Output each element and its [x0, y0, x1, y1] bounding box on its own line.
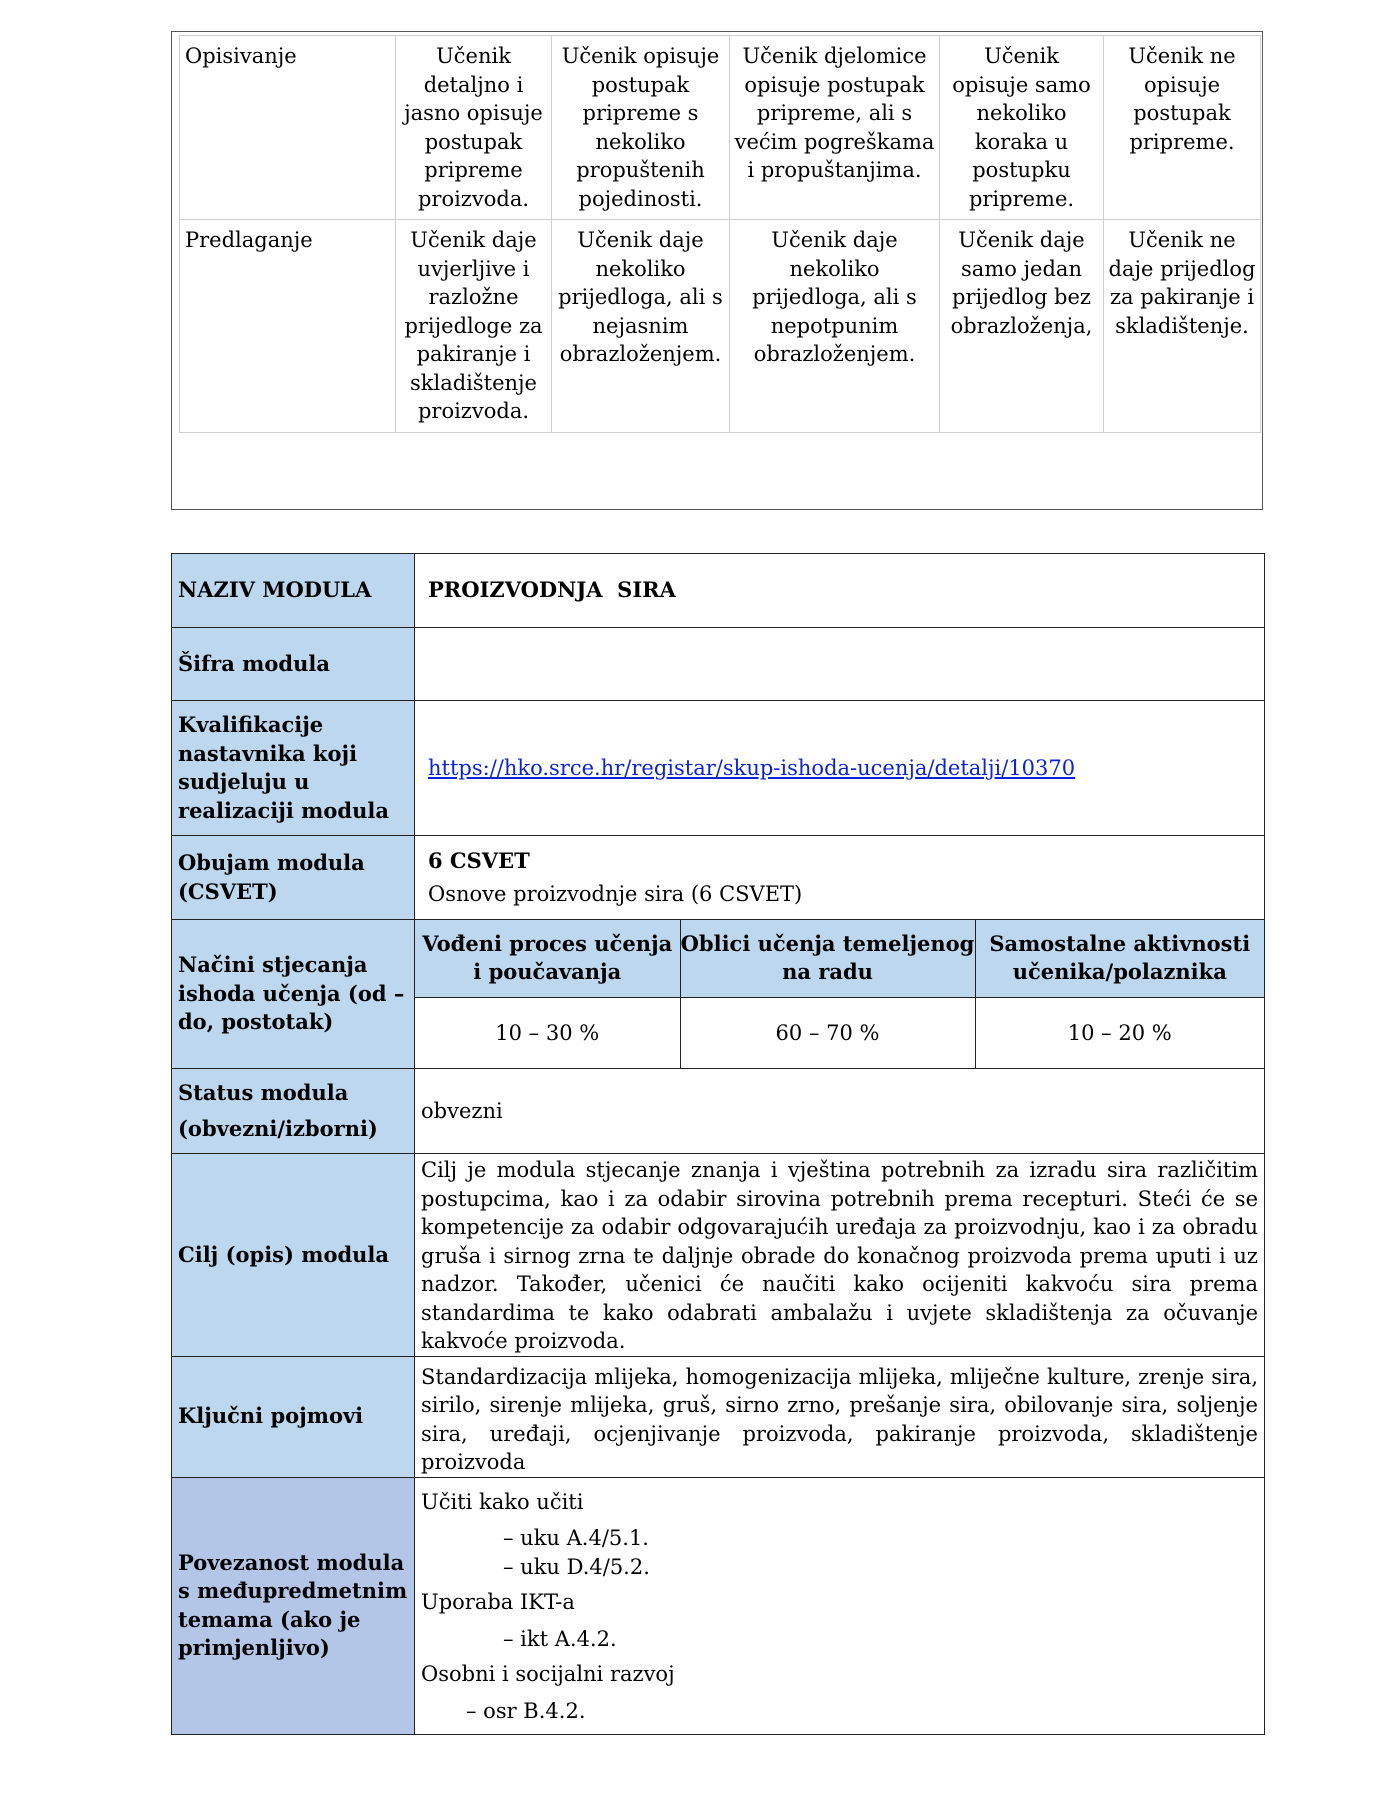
module-code-row	[172, 628, 1265, 701]
module-scope-detail: Osnove proizvodnje sira (6 CSVET)	[428, 882, 803, 906]
module-keywords-row	[172, 1356, 1265, 1477]
module-keywords-label: Ključni pojmovi	[172, 1356, 415, 1477]
rubric-cell: Učenik detaljno i jasno opisuje postupak pripreme proizvoda.	[396, 36, 552, 220]
rubric-row-label: Opisivanje	[180, 36, 396, 220]
links-item: – ikt A.4.2.	[503, 1626, 617, 1651]
rubric-table	[179, 35, 1261, 433]
links-group-title: Učiti kako učiti	[421, 1489, 584, 1514]
module-methods-cell	[415, 920, 1265, 1069]
module-methods-row	[172, 920, 1265, 1069]
module-status-label: Status modula (obvezni/izborni)	[172, 1069, 415, 1154]
rubric-row-opisivanje	[180, 36, 1261, 220]
rubric-cell: Učenik daje uvjerljive i razložne prijedloge za pakiranje i skladištenje proizvoda.	[396, 220, 552, 433]
rubric-row-predlaganje	[180, 220, 1261, 433]
module-goal-row	[172, 1154, 1265, 1357]
methods-subtable	[415, 920, 1264, 1068]
module-status-row	[172, 1069, 1265, 1154]
methods-value: 60 – 70 %	[680, 997, 975, 1068]
module-code-label: Šifra modula	[172, 628, 415, 701]
module-table	[171, 553, 1265, 1735]
module-links-row	[172, 1477, 1265, 1734]
rubric-cell: Učenik daje nekoliko prijedloga, ali s nejasnim obrazloženjem.	[552, 220, 730, 433]
methods-value: 10 – 30 %	[415, 997, 680, 1068]
qualifications-link[interactable]: https://hko.srce.hr/registar/skup-ishoda-ucenja/detalji/10370	[428, 755, 1076, 780]
module-qualifications-row	[172, 701, 1265, 836]
methods-header-row	[415, 920, 1264, 997]
module-qualifications-cell	[415, 701, 1265, 836]
module-qualifications-label: Kvalifikacije nastavnika koji sudjeluju u realizaciji modula	[172, 701, 415, 836]
links-group-title: Osobni i socijalni razvoj	[421, 1662, 675, 1686]
methods-value-row	[415, 997, 1264, 1068]
module-scope-cell	[415, 836, 1265, 920]
module-name-value: PROIZVODNJA SIRA	[415, 554, 1265, 628]
links-item: – osr B.4.2.	[466, 1698, 586, 1723]
module-code-value	[415, 628, 1265, 701]
links-group-title: Uporaba IKT-a	[421, 1590, 575, 1614]
module-scope-label: Obujam modula (CSVET)	[172, 836, 415, 920]
module-links-cell	[415, 1477, 1265, 1734]
methods-header: Samostalne aktivnosti učenika/polaznika	[975, 920, 1264, 997]
rubric-cell: Učenik opisuje postupak pripreme s nekoliko propuštenih pojedinosti.	[552, 36, 730, 220]
methods-header: Vođeni proces učenja i poučavanja	[415, 920, 680, 997]
rubric-row-label: Predlaganje	[180, 220, 396, 433]
rubric-cell: Učenik daje samo jedan prijedlog bez obrazloženja,	[940, 220, 1104, 433]
module-keywords-value: Standardizacija mlijeka, homogenizacija mlijeka, mliječne kulture, zrenje sira, sirilo, sirenje mlijeka, gruš, sirno zrno, prešanje sira, obilovanje sira, soljenje sira, uređaji, ocjenjivanje proizvoda, pakiranje proizvoda, skladištenje proizvoda	[415, 1356, 1265, 1477]
module-name-row	[172, 554, 1265, 628]
module-name-label: NAZIV MODULA	[172, 554, 415, 628]
module-links-label: Povezanost modula s međupredmetnim temama (ako je primjenljivo)	[172, 1477, 415, 1734]
module-methods-label: Načini stjecanja ishoda učenja (od – do, postotak)	[172, 920, 415, 1069]
module-scope-value: 6 CSVET	[428, 847, 530, 873]
methods-header: Oblici učenja temeljenog na radu	[680, 920, 975, 997]
rubric-cell: Učenik djelomice opisuje postupak pripreme, ali s većim pogreškama i propuštanjima.	[730, 36, 940, 220]
module-goal-value: Cilj je modula stjecanje znanja i vještina potrebnih za izradu sira različitim postupcima, kao i za odabir sirovina potrebnih prema recepturi. Steći će se kompetencije za odabir odgovarajućih uređaja za proizvodnju, kao i za obradu gruša i sirnog zrna te daljnje obrade do konačnog proizvoda prema uputi i uz nadzor. Također, učenici će naučiti kako ocijeniti kakvoću sira prema standardima te kako odabrati ambalažu i uvjete skladištenja za očuvanje kakvoće proizvoda.	[415, 1154, 1265, 1357]
module-goal-label: Cilj (opis) modula	[172, 1154, 415, 1357]
rubric-frame	[171, 31, 1263, 510]
rubric-cell: Učenik ne daje prijedlog za pakiranje i skladištenje.	[1104, 220, 1261, 433]
rubric-cell: Učenik daje nekoliko prijedloga, ali s nepotpunim obrazloženjem.	[730, 220, 940, 433]
rubric-cell: Učenik ne opisuje postupak pripreme.	[1104, 36, 1261, 220]
rubric-cell: Učenik opisuje samo nekoliko koraka u postupku pripreme.	[940, 36, 1104, 220]
module-status-value: obvezni	[415, 1069, 1265, 1154]
links-item: – uku D.4/5.2.	[503, 1554, 650, 1579]
module-scope-row	[172, 836, 1265, 920]
links-item: – uku A.4/5.1.	[503, 1526, 649, 1550]
methods-value: 10 – 20 %	[975, 997, 1264, 1068]
